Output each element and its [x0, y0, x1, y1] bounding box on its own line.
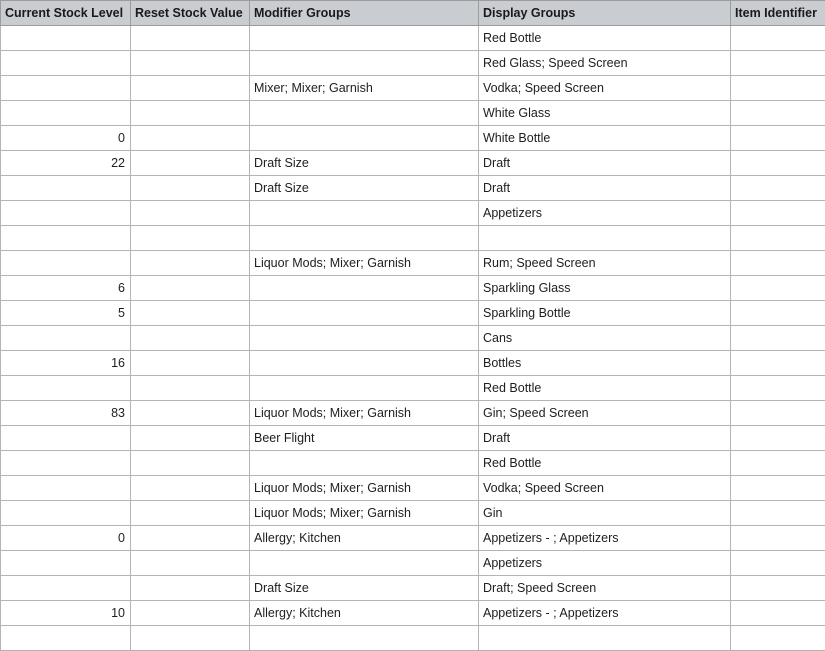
table-row — [1, 351, 825, 376]
cell-reset-stock-value[interactable] — [131, 276, 250, 301]
cell-item-identifier[interactable] — [731, 576, 825, 601]
cell-item-identifier[interactable] — [731, 601, 825, 626]
header-current-stock-level[interactable]: Current Stock Level — [1, 1, 131, 26]
cell-display-groups[interactable]: Red Bottle — [479, 26, 731, 51]
cell-item-identifier[interactable] — [731, 76, 825, 101]
header-reset-stock-value[interactable]: Reset Stock Value — [131, 1, 250, 26]
cell-item-identifier[interactable] — [731, 426, 825, 451]
cell-current-stock-level[interactable]: 0 — [1, 126, 131, 151]
cell-item-identifier[interactable] — [731, 126, 825, 151]
cell-modifier-groups[interactable] — [250, 351, 479, 376]
cell-display-groups[interactable]: Appetizers — [479, 201, 731, 226]
cell-modifier-groups[interactable] — [250, 101, 479, 126]
cell-modifier-groups[interactable]: Draft Size — [250, 151, 479, 176]
table-row — [1, 51, 825, 76]
cell-display-groups[interactable]: Appetizers - ; Appetizers — [479, 526, 731, 551]
cell-current-stock-level[interactable] — [1, 101, 131, 126]
cell-display-groups[interactable]: Red Glass; Speed Screen — [479, 51, 731, 76]
cell-current-stock-level[interactable] — [1, 501, 131, 526]
cell-current-stock-level[interactable]: 10 — [1, 601, 131, 626]
cell-display-groups[interactable]: White Glass — [479, 101, 731, 126]
cell-modifier-groups[interactable]: Liquor Mods; Mixer; Garnish — [250, 501, 479, 526]
cell-item-identifier[interactable] — [731, 251, 825, 276]
cell-current-stock-level[interactable] — [1, 226, 131, 251]
cell-item-identifier[interactable] — [731, 501, 825, 526]
header-item-identifier[interactable]: Item Identifier — [731, 1, 825, 26]
cell-display-groups[interactable]: Bottles — [479, 351, 731, 376]
table-row — [1, 151, 825, 176]
cell-item-identifier[interactable] — [731, 526, 825, 551]
cell-modifier-groups[interactable] — [250, 226, 479, 251]
cell-display-groups[interactable]: Sparkling Bottle — [479, 301, 731, 326]
table-body — [1, 26, 825, 651]
cell-reset-stock-value[interactable] — [131, 301, 250, 326]
cell-current-stock-level[interactable]: 16 — [1, 351, 131, 376]
cell-reset-stock-value[interactable] — [131, 526, 250, 551]
cell-current-stock-level[interactable] — [1, 176, 131, 201]
cell-modifier-groups[interactable]: Liquor Mods; Mixer; Garnish — [250, 401, 479, 426]
cell-item-identifier[interactable] — [731, 226, 825, 251]
cell-item-identifier[interactable] — [731, 476, 825, 501]
table-row — [1, 201, 825, 226]
cell-display-groups[interactable] — [479, 226, 731, 251]
table-row — [1, 76, 825, 101]
cell-display-groups[interactable]: Appetizers — [479, 551, 731, 576]
cell-display-groups[interactable]: Appetizers - ; Appetizers — [479, 601, 731, 626]
cell-display-groups[interactable]: Draft — [479, 151, 731, 176]
cell-modifier-groups[interactable]: Liquor Mods; Mixer; Garnish — [250, 476, 479, 501]
cell-modifier-groups[interactable]: Draft Size — [250, 176, 479, 201]
cell-modifier-groups[interactable]: Allergy; Kitchen — [250, 601, 479, 626]
cell-item-identifier[interactable] — [731, 176, 825, 201]
table-row — [1, 401, 825, 426]
table-row — [1, 126, 825, 151]
table-row — [1, 451, 825, 476]
cell-modifier-groups[interactable]: Beer Flight — [250, 426, 479, 451]
header-display-groups[interactable]: Display Groups — [479, 1, 731, 26]
cell-modifier-groups[interactable] — [250, 551, 479, 576]
cell-current-stock-level[interactable] — [1, 451, 131, 476]
cell-display-groups[interactable]: Rum; Speed Screen — [479, 251, 731, 276]
cell-current-stock-level[interactable]: 0 — [1, 526, 131, 551]
cell-current-stock-level[interactable] — [1, 426, 131, 451]
header-row — [1, 1, 825, 26]
cell-reset-stock-value[interactable] — [131, 226, 250, 251]
table-row — [1, 501, 825, 526]
table-row — [1, 26, 825, 51]
cell-modifier-groups[interactable] — [250, 451, 479, 476]
table-row — [1, 176, 825, 201]
cell-display-groups[interactable]: Vodka; Speed Screen — [479, 476, 731, 501]
cell-current-stock-level[interactable]: 6 — [1, 276, 131, 301]
cell-reset-stock-value[interactable] — [131, 151, 250, 176]
cell-current-stock-level[interactable]: 22 — [1, 151, 131, 176]
cell-modifier-groups[interactable]: Mixer; Mixer; Garnish — [250, 76, 479, 101]
cell-item-identifier[interactable] — [731, 376, 825, 401]
table-row — [1, 551, 825, 576]
cell-reset-stock-value[interactable] — [131, 351, 250, 376]
cell-item-identifier[interactable] — [731, 276, 825, 301]
cell-display-groups[interactable]: Gin; Speed Screen — [479, 401, 731, 426]
cell-modifier-groups[interactable] — [250, 276, 479, 301]
table-row — [1, 376, 825, 401]
cell-current-stock-level[interactable] — [1, 376, 131, 401]
cell-current-stock-level[interactable] — [1, 551, 131, 576]
table-row — [1, 576, 825, 601]
cell-item-identifier[interactable] — [731, 401, 825, 426]
cell-modifier-groups[interactable] — [250, 201, 479, 226]
table-row — [1, 601, 825, 626]
cell-reset-stock-value[interactable] — [131, 576, 250, 601]
table-row — [1, 626, 825, 651]
cell-modifier-groups[interactable] — [250, 126, 479, 151]
cell-reset-stock-value[interactable] — [131, 376, 250, 401]
cell-reset-stock-value[interactable] — [131, 401, 250, 426]
cell-current-stock-level[interactable] — [1, 576, 131, 601]
table-row — [1, 476, 825, 501]
cell-display-groups[interactable]: Draft; Speed Screen — [479, 576, 731, 601]
cell-modifier-groups[interactable] — [250, 326, 479, 351]
cell-modifier-groups[interactable] — [250, 301, 479, 326]
cell-item-identifier[interactable] — [731, 351, 825, 376]
cell-current-stock-level[interactable] — [1, 26, 131, 51]
cell-display-groups[interactable]: Sparkling Glass — [479, 276, 731, 301]
cell-display-groups[interactable]: Red Bottle — [479, 451, 731, 476]
cell-reset-stock-value[interactable] — [131, 76, 250, 101]
cell-item-identifier[interactable] — [731, 151, 825, 176]
cell-display-groups[interactable]: Cans — [479, 326, 731, 351]
cell-reset-stock-value[interactable] — [131, 176, 250, 201]
cell-reset-stock-value[interactable] — [131, 451, 250, 476]
cell-reset-stock-value[interactable] — [131, 476, 250, 501]
header-modifier-groups[interactable]: Modifier Groups — [250, 1, 479, 26]
cell-modifier-groups[interactable]: Liquor Mods; Mixer; Garnish — [250, 251, 479, 276]
cell-item-identifier[interactable] — [731, 626, 825, 651]
cell-current-stock-level[interactable] — [1, 476, 131, 501]
cell-current-stock-level[interactable] — [1, 201, 131, 226]
cell-reset-stock-value[interactable] — [131, 626, 250, 651]
cell-reset-stock-value[interactable] — [131, 426, 250, 451]
cell-current-stock-level[interactable] — [1, 626, 131, 651]
table-row — [1, 101, 825, 126]
cell-modifier-groups[interactable] — [250, 626, 479, 651]
cell-item-identifier[interactable] — [731, 26, 825, 51]
cell-modifier-groups[interactable] — [250, 51, 479, 76]
table-row — [1, 276, 825, 301]
cell-display-groups[interactable] — [479, 626, 731, 651]
cell-current-stock-level[interactable] — [1, 251, 131, 276]
cell-reset-stock-value[interactable] — [131, 51, 250, 76]
cell-reset-stock-value[interactable] — [131, 501, 250, 526]
cell-item-identifier[interactable] — [731, 201, 825, 226]
cell-item-identifier[interactable] — [731, 551, 825, 576]
table-row — [1, 226, 825, 251]
cell-item-identifier[interactable] — [731, 326, 825, 351]
cell-reset-stock-value[interactable] — [131, 101, 250, 126]
cell-item-identifier[interactable] — [731, 301, 825, 326]
cell-reset-stock-value[interactable] — [131, 251, 250, 276]
cell-reset-stock-value[interactable] — [131, 26, 250, 51]
cell-current-stock-level[interactable] — [1, 51, 131, 76]
cell-display-groups[interactable]: Vodka; Speed Screen — [479, 76, 731, 101]
cell-modifier-groups[interactable]: Draft Size — [250, 576, 479, 601]
cell-item-identifier[interactable] — [731, 51, 825, 76]
cell-modifier-groups[interactable] — [250, 26, 479, 51]
cell-display-groups[interactable]: Gin — [479, 501, 731, 526]
table-row — [1, 426, 825, 451]
table-row — [1, 251, 825, 276]
cell-display-groups[interactable]: White Bottle — [479, 126, 731, 151]
cell-item-identifier[interactable] — [731, 101, 825, 126]
cell-modifier-groups[interactable] — [250, 376, 479, 401]
cell-modifier-groups[interactable]: Allergy; Kitchen — [250, 526, 479, 551]
cell-reset-stock-value[interactable] — [131, 601, 250, 626]
cell-current-stock-level[interactable]: 5 — [1, 301, 131, 326]
cell-item-identifier[interactable] — [731, 451, 825, 476]
cell-current-stock-level[interactable]: 83 — [1, 401, 131, 426]
cell-display-groups[interactable]: Red Bottle — [479, 376, 731, 401]
cell-reset-stock-value[interactable] — [131, 201, 250, 226]
table-row — [1, 301, 825, 326]
cell-display-groups[interactable]: Draft — [479, 426, 731, 451]
table-row — [1, 526, 825, 551]
cell-reset-stock-value[interactable] — [131, 326, 250, 351]
cell-current-stock-level[interactable] — [1, 76, 131, 101]
cell-current-stock-level[interactable] — [1, 326, 131, 351]
cell-reset-stock-value[interactable] — [131, 126, 250, 151]
cell-display-groups[interactable]: Draft — [479, 176, 731, 201]
table-row — [1, 326, 825, 351]
cell-reset-stock-value[interactable] — [131, 551, 250, 576]
